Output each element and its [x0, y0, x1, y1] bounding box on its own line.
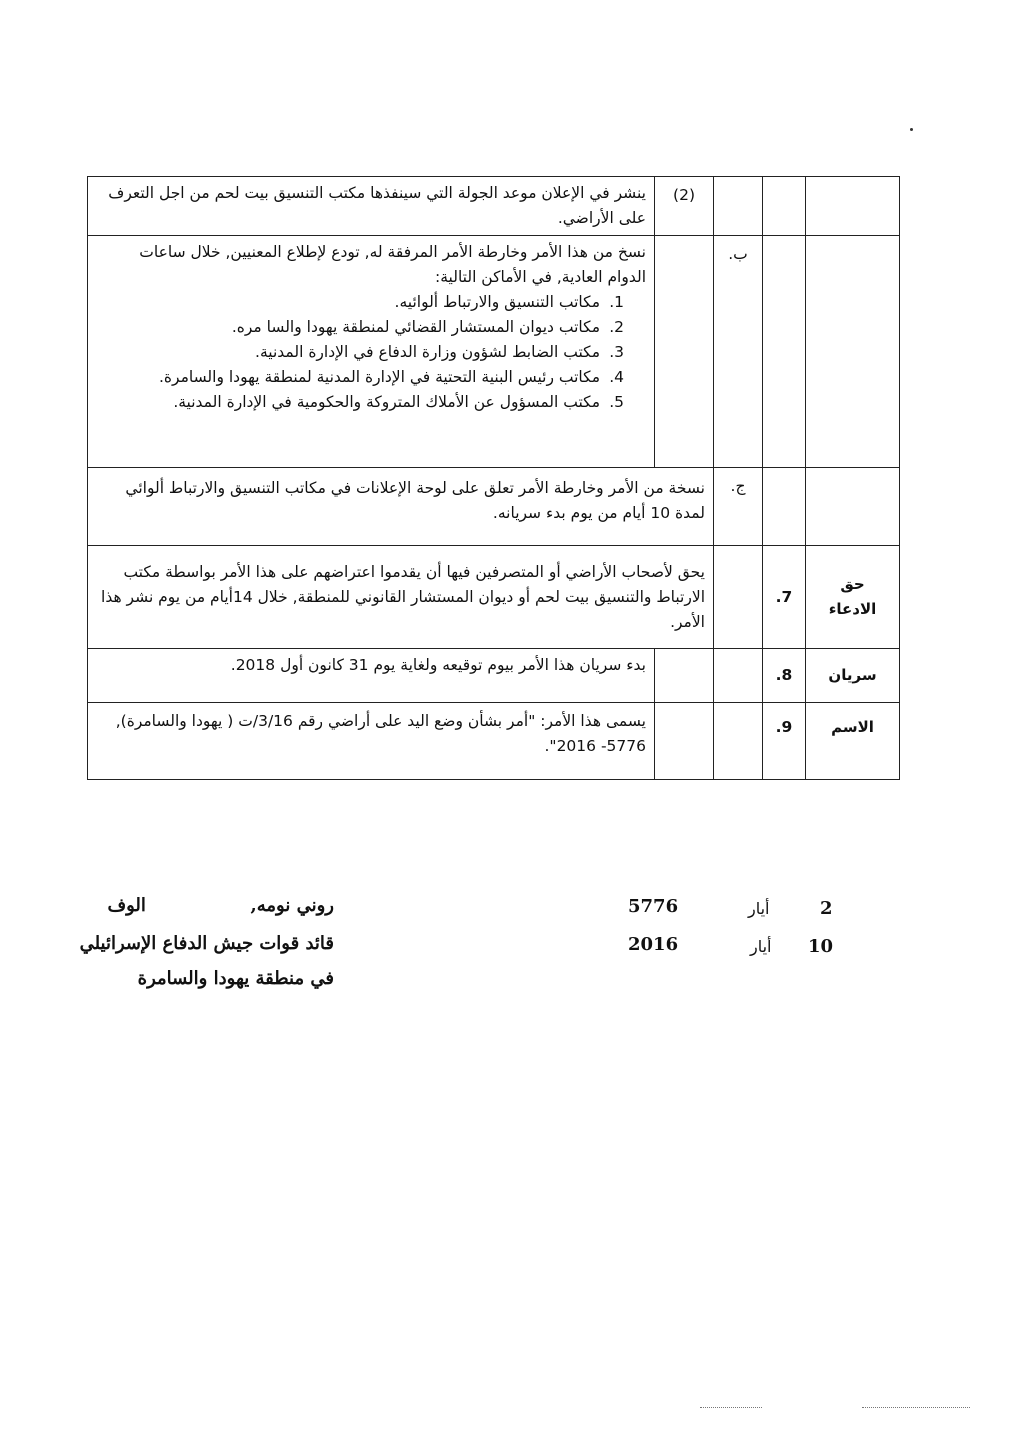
posting-text: نسخة من الأمر وخارطة الأمر تعلق على لوحة الإعلانات في مكاتب التنسيق والارتباط ألوائي لمدة 10 أيام من يوم بدء سريانه.: [88, 468, 714, 546]
hebrew-year: 5776: [628, 896, 679, 917]
list-item: 5. مكتب المسؤول عن الأملاك المتروكة والحكومية في الإدارة المدنية.: [173, 393, 624, 411]
spacer-cell: [655, 649, 714, 703]
hebrew-month: أيار: [748, 899, 770, 918]
table-row: [88, 177, 900, 236]
label-cell: [806, 468, 900, 546]
order-table: [87, 176, 900, 780]
scan-mark: [910, 128, 913, 131]
section-number: 8.: [763, 649, 806, 703]
list-item: 3. مكتب الضابط لشؤون وزارة الدفاع في الإدارة المدنية.: [255, 343, 624, 361]
name-text: يسمى هذا الأمر: "أمر بشأن وضع اليد على أراضي رقم 3/16/ت ( يهودا والسامرة), 5776- 2016".: [88, 703, 655, 780]
signatory-region: في منطقة يهودا والسامرة: [137, 968, 334, 989]
item-letter: ب.: [714, 236, 763, 468]
hebrew-day: 2: [820, 898, 833, 919]
validity-text: بدء سريان هذا الأمر بيوم توقيعه ولغاية يوم 31 كانون أول 2018.: [88, 649, 655, 703]
gregorian-day: 10: [808, 936, 834, 957]
item-letter: ج.: [714, 468, 763, 546]
section-number: 9.: [763, 703, 806, 780]
objection-text: يحق لأصحاب الأراضي أو المتصرفين فيها أن يقدموا اعتراضهم على هذا الأمر بواسطة مكتب الارتباط والتنسيق بيت لحم أو ديوان المستشار القانوني للمنطقة, خلال 14أيام من يوم نشر هذا الأمر.: [88, 546, 714, 649]
notice-text: ينشر في الإعلان موعد الجولة التي سينفذها مكتب التنسيق بيت لحم من اجل التعرف على الأراضي.: [88, 177, 655, 236]
table-row: [88, 468, 900, 546]
signatory-rank: الوف: [107, 895, 146, 916]
letter-cell: [714, 649, 763, 703]
num-cell: [763, 468, 806, 546]
num-cell: [763, 236, 806, 468]
gregorian-year: 2016: [628, 934, 679, 955]
letter-cell: [714, 546, 763, 649]
label-cell: [806, 177, 900, 236]
signatory-name-line: [62, 895, 334, 916]
letter-cell: [714, 703, 763, 780]
list-item: 2. مكاتب ديوان المستشار القضائي لمنطقة يهودا والسا مره.: [231, 318, 624, 336]
section-label: الاسم: [806, 703, 900, 780]
letter-cell: [714, 177, 763, 236]
section-label: حق الادعاء: [806, 546, 900, 649]
list-item: 1. مكاتب التنسيق والارتباط ألوائيه.: [394, 293, 624, 311]
signatory-name: روني نومه,: [250, 895, 334, 916]
item-number: (2): [655, 177, 714, 236]
scan-dotted-line: [862, 1407, 970, 1408]
num-cell: [763, 177, 806, 236]
signatory-title: قائد قوات جيش الدفاع الإسرائيلي: [79, 933, 334, 954]
section-label: سريان: [806, 649, 900, 703]
scan-dotted-line: [700, 1407, 762, 1408]
locations-cell: [88, 236, 655, 468]
table-row: [88, 236, 900, 468]
section-number: 7.: [763, 546, 806, 649]
table-row: [88, 649, 900, 703]
table-row: [88, 546, 900, 649]
spacer-cell: [655, 703, 714, 780]
gregorian-month: أيار: [750, 937, 772, 956]
table-row: [88, 703, 900, 780]
locations-list: [96, 290, 646, 415]
spacer-cell: [655, 236, 714, 468]
list-item: 4. مكاتب رئيس البنية التحتية في الإدارة المدنية لمنطقة يهودا والسامرة.: [158, 368, 624, 386]
label-cell: [806, 236, 900, 468]
locations-intro: نسخ من هذا الأمر وخارطة الأمر المرفقة له, تودع لإطلاع المعنيين, خلال ساعات الدوام العادية, في الأماكن التالية:: [139, 243, 646, 286]
